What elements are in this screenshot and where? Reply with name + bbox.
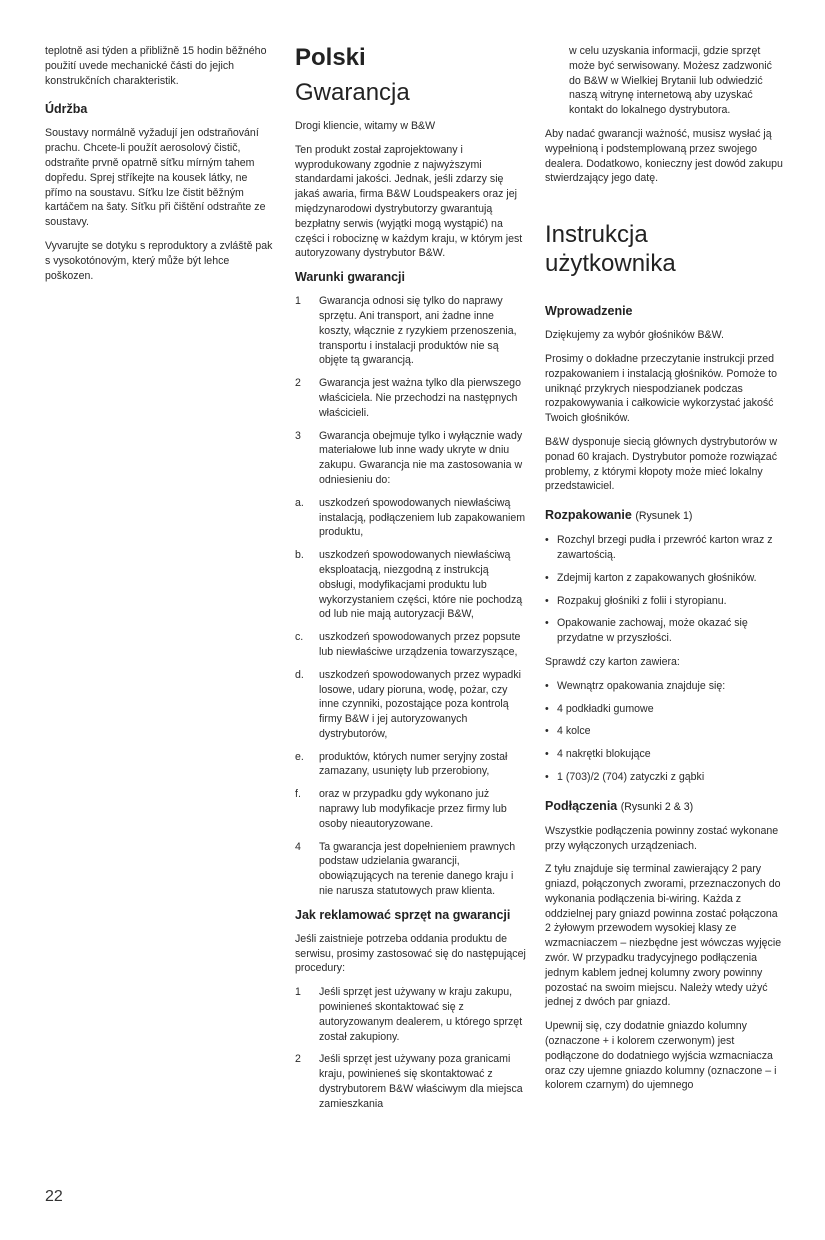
manual-title-line2: użytkownika — [545, 250, 676, 278]
unpack-item-text: Rozpakuj głośniki z folii i styropianu. — [557, 594, 727, 607]
connect-paragraph-3: Upewnij się, czy dodatnie gniazdo kolumny (oznaczone + i kolorem czerwonym) jest podłączone do dodatniego wyjścia wzmacniacza oraz czy ujemne gniazdo kolumny (oznaczone – i kolorem czarnym) do ujemnego — [545, 1020, 777, 1092]
terms-item-number: e. — [295, 750, 304, 763]
unpack-item — [545, 616, 783, 646]
terms-item-number: 2 — [295, 377, 301, 390]
warranty-title: Gwarancja — [295, 79, 410, 106]
contents-item — [545, 702, 783, 717]
terms-item-text: uszkodzeń spowodowanych niewłaściwą eksploatacją, niezgodną z instrukcją obsługi, modyfikacjami produktu lub wykorzystaniem części, które nie pochodzą od lub nie mają autoryzacji B&W, — [319, 549, 523, 621]
intro-paragraph-1: Dziękujemy za wybór głośników B&W. — [545, 329, 724, 342]
unpack-item-text: Rozchyl brzegi pudła i przewróć karton wraz z zawartością. — [557, 534, 773, 561]
unpack-item — [545, 571, 783, 586]
greeting: Drogi kliencie, witamy w B&W — [295, 120, 436, 132]
check-paragraph: Sprawdź czy karton zawiera: — [545, 655, 680, 668]
unpack-item-text: Zdejmij karton z zapakowanych głośników. — [557, 571, 757, 584]
terms-item-number: f. — [295, 788, 301, 801]
terms-item-number: 4 — [295, 840, 301, 853]
terms-item-text: uszkodzeń spowodowanych przez wypadki losowe, udary pioruna, wodę, pożar, czy inne czynniki, pozostające poza kontrolą firmy B&W i jej autoryzowanych dystrybutorów, — [319, 668, 521, 740]
bullet-icon: • — [545, 679, 549, 692]
terms-item-number: a. — [295, 496, 304, 509]
claim-step — [295, 985, 527, 1044]
terms-list — [295, 294, 527, 899]
terms-item-text: Gwarancja jest ważna tylko dla pierwszego właściciela. Nie przechodzi na następnych właścicieli. — [319, 377, 521, 419]
contents-item-text: 4 podkładki gumowe — [557, 702, 654, 715]
column-warranty — [295, 44, 527, 1121]
claim-step — [295, 1052, 527, 1111]
terms-heading: Warunki gwarancji — [295, 270, 405, 285]
unpack-item — [545, 594, 783, 609]
claim-step-text: Jeśli sprzęt jest używany poza granicami kraju, powinieneś się skontaktować z dystrybutorem B&W właściwym dla miejsca zamieszkania — [319, 1053, 523, 1110]
contents-list — [545, 679, 783, 785]
unpack-item-text: Opakowanie zachowaj, może okazać się przydatne w przyszłości. — [557, 617, 748, 645]
bullet-icon: • — [545, 725, 549, 738]
connect-paragraph-1: Wszystkie podłączenia powinny zostać wykonane przy wyłączonych urządzeniach. — [545, 824, 779, 852]
unpack-item — [545, 533, 783, 563]
maintenance-heading: Údržba — [45, 102, 88, 117]
contents-item-text: 4 kolce — [557, 725, 591, 738]
terms-item-number: b. — [295, 549, 304, 562]
contents-item — [545, 679, 783, 694]
bullet-icon: • — [545, 534, 549, 547]
terms-item-number: c. — [295, 631, 304, 644]
maintenance-paragraph-1: Soustavy normálně vyžadují jen odstraňování prachu. Chcete-li použít aerosolový čistič, odstraňte prvně opatrně síťku mírným tahem dopředu. Sprej stříkejte na kousek látky, ne přímo na soustavu. Síťku lze čistit běžným kartáčem na šaty. Síťku při čištění odstraňte ze soustavy. — [45, 127, 266, 229]
claim-continued: w celu uzyskania informacji, gdzie sprzęt może być serwisowany. Możesz zadzwonić do B&W w Wielkiej Brytanii lub odwiedzić naszą witrynę internetową aby uzyskać kontakt do lokalnego dystrybutora. — [569, 45, 772, 117]
unpack-figure-ref: (Rysunek 1) — [635, 510, 693, 523]
maintenance-paragraph-2: Vyvarujte se dotyku s reproduktory a zvláště pak s vysokotónovým, který může být lehce poškozen. — [45, 239, 273, 282]
unpack-list — [545, 533, 783, 646]
terms-item-text: uszkodzeń spowodowanych przez popsute lub niewłaściwe urządzenia towarzyszące, — [319, 631, 521, 658]
terms-item — [295, 750, 527, 780]
connect-figure-ref: (Rysunki 2 & 3) — [620, 800, 694, 813]
terms-item-number: 3 — [295, 429, 301, 442]
language-title: Polski — [295, 44, 366, 71]
bullet-icon: • — [545, 594, 549, 607]
validity-paragraph: Aby nadać gwarancji ważność, musisz wysłać ją wypełnioną i podstemplowaną przez swojego dealera. Dodatkowo, konieczny jest dowód zakupu stwierdzający jego datę. — [545, 127, 783, 185]
manual-title — [545, 220, 783, 278]
unpack-heading-text: Rozpakowanie — [545, 508, 632, 523]
terms-item — [295, 429, 527, 488]
claim-step-number: 2 — [295, 1053, 301, 1066]
unpack-heading — [545, 508, 783, 524]
contents-item — [545, 747, 783, 762]
connect-heading-text: Podłączenia — [545, 798, 618, 813]
terms-item — [295, 840, 527, 899]
manual-title-line1: Instrukcja — [545, 221, 648, 249]
intro-paragraph-2: Prosimy o dokładne przeczytanie instrukcji przed rozpakowaniem i instalacją głośników. Pomoże to uniknąć przykrych niespodzianek podczas rozpakowywania i całkowicie wykorzystać jakość Twoich głośników. — [545, 352, 778, 425]
connect-paragraph-2: Z tyłu znajduje się terminal zawierający 2 pary gniazd, połączonych zworami, przeznaczonych do wykonania podłączenia bi-wiring. Każda z oddzielnej pary gniazd powinna zostać połączona 2 żyłowym przewodem wysokiej klasy ze wzmacniaczem – niezbędne jest wówczas wyjęcie zwór. W przypadku tradycyjnego podłączenia jednym kablem jednej kolumny zwory powinny pozostać na swoim miejscu. Należy wtedy użyć jednej z dwóch par gniazd. — [545, 863, 782, 1009]
claim-steps-list — [295, 985, 527, 1111]
terms-item — [295, 376, 527, 420]
terms-item — [295, 548, 527, 622]
terms-item-text: uszkodzeń spowodowanych niewłaściwą instalacją, podłączeniem lub zapakowaniem produktu, — [319, 496, 526, 539]
intro-paragraph-3: B&W dysponuje siecią głównych dystrybutorów w ponad 60 krajach. Dystrybutor pomoże rozwiązać problemy, z którymi kłopoty może mieć lokalny przedstawiciel. — [545, 435, 777, 493]
column-manual — [545, 44, 783, 1102]
terms-item — [295, 787, 527, 831]
page-number: 22 — [45, 1188, 63, 1205]
terms-item-text: Ta gwarancja jest dopełnieniem prawnych podstaw udzielania gwarancji, obowiązujących na terenie danego kraju i nie narusza statutowych praw klienta. — [319, 840, 516, 898]
claim-paragraph: Jeśli zaistnieje potrzeba oddania produktu de serwisu, prosimy zastosować się do następującej procedury: — [295, 932, 526, 975]
contents-item-text: Wewnątrz opakowania znajduje się: — [557, 679, 726, 692]
warranty-paragraph: Ten produkt został zaprojektowany i wyprodukowany zgodnie z najwyższymi standardami jakości. Jednak, jeśli zdarzy się jakaś awaria, firma B&W Loudspeakers oraz jej międzynarodowi dystrybutorzy gwarantują bezpłatny serwis (wyjątki mogą wystąpić) na części i robociznę w każdym kraju, w którym jest autoryzowany dystrybutor B&W. — [295, 143, 523, 260]
bullet-icon: • — [545, 748, 549, 761]
claim-step-number: 1 — [295, 986, 301, 999]
contents-item-text: 1 (703)/2 (704) zatyczki z gąbki — [557, 770, 705, 783]
intro-heading: Wprowadzenie — [545, 304, 633, 319]
bullet-icon: • — [545, 702, 549, 715]
bullet-icon: • — [545, 617, 549, 630]
terms-item — [295, 630, 527, 660]
contents-item — [545, 770, 783, 785]
contents-item — [545, 724, 783, 739]
terms-item — [295, 496, 527, 540]
bullet-icon: • — [545, 571, 549, 584]
claim-step-text: Jeśli sprzęt jest używany w kraju zakupu, powinieneś skontaktować się z autoryzowanym dealerem, u którego sprzęt został zakupiony. — [319, 986, 523, 1043]
terms-item — [295, 294, 527, 368]
connect-heading — [545, 799, 783, 815]
terms-item-text: Gwarancja odnosi się tylko do naprawy sprzętu. Ani transport, ani żadne inne koszty, włącznie z ryzykiem przenoszenia, transportu i instalacji produktów nie są objęte tą gwarancją. — [319, 295, 517, 367]
contents-item-text: 4 nakrętki blokujące — [557, 748, 651, 761]
column-czech — [45, 44, 277, 292]
terms-item-text: produktów, których numer seryjny został zamazany, usunięty lub przerobiony, — [319, 750, 508, 778]
terms-item-text: Gwarancja obejmuje tylko i wyłącznie wady materiałowe lub inne wady ukryte w dniu zakupu. Gwarancja nie ma zastosowania w odniesieniu do: — [319, 429, 523, 486]
terms-item-number: 1 — [295, 295, 301, 308]
terms-item — [295, 668, 527, 742]
intro-paragraph: teplotně asi týden a přibližně 15 hodin běžného použití uvede mechanické části do jejich konstrukčních charakteristik. — [45, 45, 267, 87]
terms-item-text: oraz w przypadku gdy wykonano już naprawy lub modyfikacje przez firmy lub osoby nieautoryzowane. — [319, 788, 507, 830]
claim-heading: Jak reklamować sprzęt na gwarancji — [295, 907, 511, 922]
terms-item-number: d. — [295, 668, 304, 681]
bullet-icon: • — [545, 770, 549, 783]
